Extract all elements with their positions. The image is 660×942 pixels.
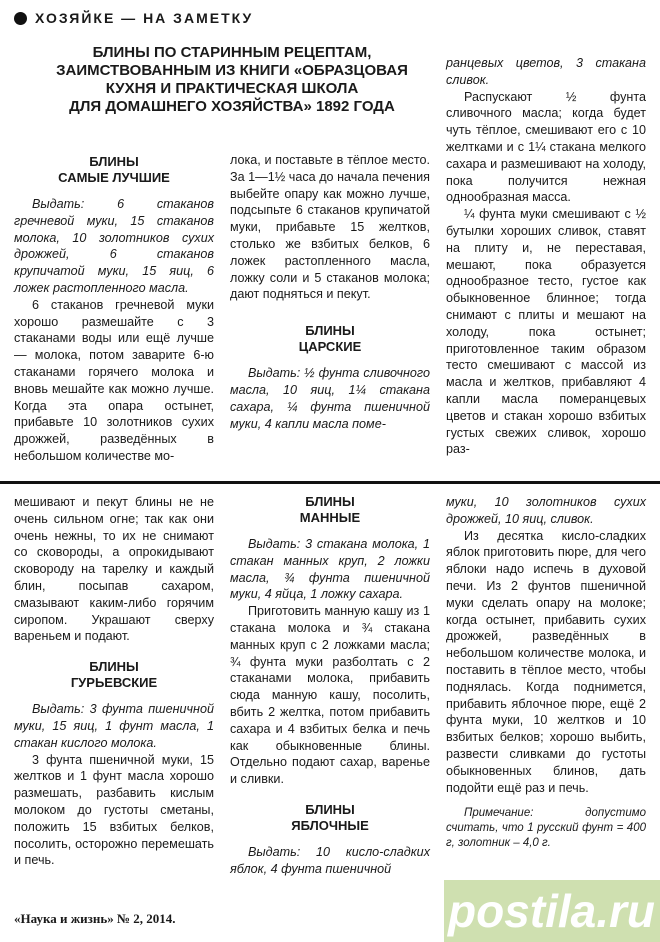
recipe-text: 6 стаканов гречневой муки хорошо размешайте с 3 стаканами воды или ещё лучше — молока, потом заварите 6-ю стаканами горячего молока и вновь мешайте как можно лучше. Когда эта опара остынет, прибавьте 10 золотников сухих дрожжей, разведённых в небольшом количестве мо- bbox=[14, 297, 214, 463]
section-header bbox=[14, 10, 253, 26]
section-header-text: ХОЗЯЙКЕ — НА ЗАМЕТКУ bbox=[35, 10, 254, 26]
top-left-column bbox=[14, 154, 214, 465]
recipe-heading: БЛИНЫ САМЫЕ ЛУЧШИЕ bbox=[58, 154, 170, 185]
journal-citation: «Наука и жизнь» № 2, 2014. bbox=[14, 911, 176, 926]
recipe-yield: Выдать: ½ фунта сливочного масла, 10 яиц, 1¼ стакана сахара, ¼ фунта пшеничной муки, 4 капли масла поме- bbox=[230, 366, 430, 431]
recipe-yield: Выдать: 3 стакана молока, 1 стакан манных круп, 2 ложки масла, ¾ фунта пшеничной муки, 4 яйца, 1 ложку сахара. bbox=[230, 537, 430, 602]
title-line: БЛИНЫ ПО СТАРИННЫМ РЕЦЕПТАМ, bbox=[92, 44, 372, 61]
top-right-column bbox=[446, 55, 646, 458]
footnote: Примечание: допустимо считать, что 1 русский фунт = 400 г, золотник – 4,0 г. bbox=[446, 807, 646, 850]
recipe-heading: БЛИНЫ ГУРЬЕВСКИЕ bbox=[70, 659, 158, 691]
bottom-right-column bbox=[446, 494, 646, 851]
title-line: КУХНЯ И ПРАКТИЧЕСКАЯ ШКОЛА bbox=[105, 80, 359, 97]
postila-watermark: postila.ru bbox=[444, 880, 660, 942]
recipe-yield-continued: муки, 10 золотников сухих дрожжей, 10 яиц, сливок. bbox=[446, 495, 646, 526]
recipe-heading: БЛИНЫ ЦАРСКИЕ bbox=[298, 323, 362, 355]
recipe-text: лока, и поставьте в тёплое место. За 1—1½ часа до начала печения выбейте опару как можно лучше, подсыпьте 6 стаканов крупичатой муки, прибавьте 15 желтков, столько же взбитых белков, 6 ложек растопленного масла, ложку соли и 5 стаканов молока; дают подняться и пекут. bbox=[230, 153, 430, 302]
recipe-yield: Выдать: 3 фунта пшеничной муки, 15 яиц, 1 фунт масла, 1 стакан кислого молока. bbox=[14, 702, 214, 750]
recipe-text: мешивают и пекут блины не не очень сильном огне; так как они очень нежны, то их не снимают со сковороды, а опрокидывают сковороду на тарелку и каждый блин, посыпав сахаром, смазывают каким-либо горячим сиропом. Украшают сверху вареньем и подают. bbox=[14, 495, 214, 644]
title-line: ДЛЯ ДОМАШНЕГО ХОЗЯЙСТВА» 1892 ГОДА bbox=[69, 98, 395, 115]
recipe-yield: Выдать: 10 кисло-сладких яблок, 4 фунта пшеничной bbox=[230, 844, 430, 876]
recipe-heading: БЛИНЫ МАННЫЕ bbox=[299, 494, 361, 525]
recipe-yield: Выдать: 6 стаканов гречневой муки, 15 стаканов молока, 10 золотников сухих дрожжей, 6 стаканов крупичатой муки, 15 яиц, 6 ложек растопленного масла. bbox=[14, 197, 214, 295]
bullet-dot-icon bbox=[14, 12, 27, 25]
top-middle-column bbox=[230, 152, 430, 432]
recipe-text: ¼ фунта муки смешивают с ½ бутылки хороших сливок, ставят на плиту и, не переставая, мешают, пока образуется однообразное тесто, густое как обыкновенное блинное; тогда снимают с плиты и мешают на холоду, пока остынет; приготовленное таким образом тесто смешивают с массой из масла и желтков, прибавляют 4 капли масла померанцевых цветов и стакан хорошо взбитых густых свежих сливок, хорошо раз- bbox=[446, 207, 646, 457]
bottom-middle-column bbox=[230, 494, 430, 878]
title-line: ЗАИМСТВОВАННЫМ ИЗ КНИГИ «ОБРАЗЦОВАЯ bbox=[56, 62, 408, 79]
recipe-text: Приготовить манную кашу из 1 стакана молока и ¾ стакана манных круп с 2 ложками масла; ¾ фунта муки разболтать с 2 стаканами молока, прибавить сюда манную кашу, посолить, вбить 2 желтка, потом прибавить сахара и 4 взбитых белка и печь как обыкновенные блины. Отдельно подают сахар, варенье и сливки. bbox=[230, 604, 430, 787]
bottom-left-column bbox=[14, 494, 214, 869]
page-divider bbox=[0, 481, 660, 484]
recipe-text: Распускают ½ фунта сливочного масла; когда будет чуть тёплое, смешивают его с 10 желтками и с 1¼ стакана мелкого сахара и размешивают на холоду, пока получится нежная однообразная масса. bbox=[446, 89, 646, 205]
page-title bbox=[36, 44, 428, 116]
recipe-heading: БЛИНЫ ЯБЛОЧНЫЕ bbox=[291, 801, 369, 833]
recipe-yield-continued: ранцевых цветов, 3 стакана сливок. bbox=[446, 56, 646, 87]
recipe-text: 3 фунта пшеничной муки, 15 желтков и 1 фунт масла хорошо размешать, разбавить кислым молоком до густоты сметаны, положить 15 взбитых белков, посолить, осторожно перемешать и печь. bbox=[14, 752, 214, 868]
recipe-text: Из десятка кисло-сладких яблок приготовить пюре, для чего яблоки надо испечь в духовой печи. Из 2 фунтов пшеничной муки сделать опару на молоке; когда остынет, прибавить сухих дрожжей, разведённых в небольшом количестве молока, и поставить в тёплое место, чтобы поднялась. Когда поднимется, прибавить яблочное пюре, ещё 2 фунта муки, 10 желтков и 10 взбитых белков; хорошо выбить, развести сливками до густоты обыкновенных блинов, дать подойти ещё раз и печь. bbox=[446, 528, 646, 795]
